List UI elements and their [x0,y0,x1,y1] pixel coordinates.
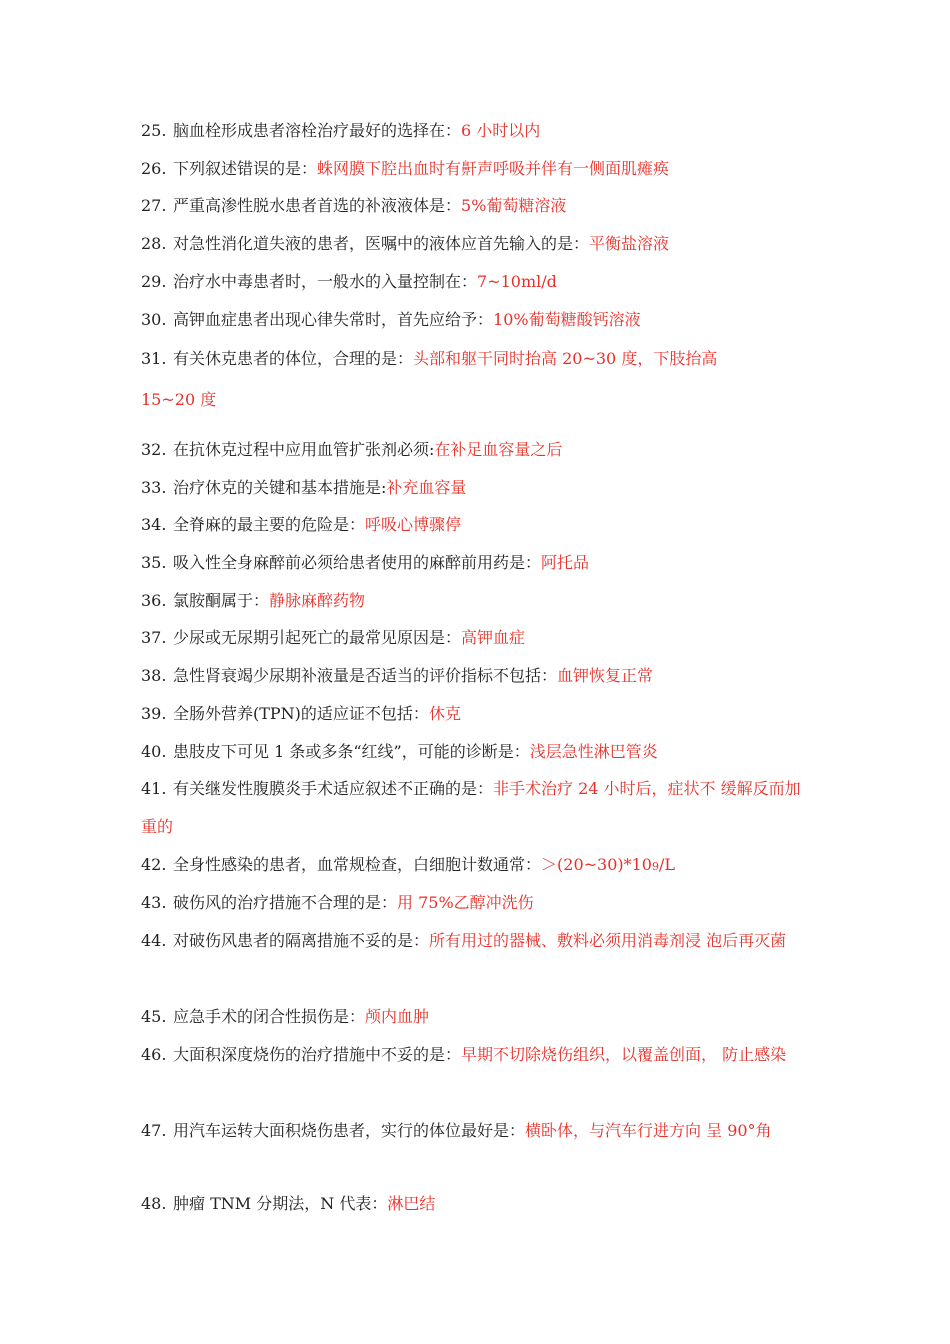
question-number: 35. [141,553,167,572]
answer-text: 呼吸心博骤停 [365,515,462,534]
answer-text: 5%葡萄糖溶液 [461,196,567,215]
question-text: 破伤风的治疗措施不合理的是： [173,893,398,912]
question-number: 41. [141,779,167,798]
question-text: 下列叙述错误的是： [173,159,318,178]
question-28 [141,225,821,263]
answer-text: 补充血容量 [386,478,467,497]
answer-text: 血钾恢复正常 [557,666,654,685]
question-text: 对破伤风患者的隔离措施不妥的是： [173,931,430,950]
question-31 [141,338,776,420]
answer-text: 淋巴结 [387,1194,436,1213]
answer-text: 用 75%乙醇冲洗伤 [397,893,534,912]
question-text: 肿瘤 TNM 分期法，N 代表： [173,1194,388,1213]
question-text: 治疗水中毒患者时，一般水的入量控制在： [173,272,478,291]
question-text: 全肠外营养(TPN)的适应证不包括： [173,704,429,723]
answer-text: 在补足血容量之后 [434,440,563,459]
question-27 [141,187,821,225]
question-number: 43. [141,893,167,912]
answer-text: 头部和躯干同时抬高 20~30 度，下肢抬高 15~20 度 [141,349,718,409]
question-number: 29. [141,272,167,291]
question-30 [141,301,821,339]
question-number: 31. [141,349,167,368]
answer-text: 颅内血肿 [365,1007,430,1026]
question-number: 26. [141,159,167,178]
question-34 [141,506,821,544]
question-36 [141,582,821,620]
question-text: 严重高渗性脱水患者首选的补液液体是： [173,196,462,215]
question-text: 全脊麻的最主要的危险是： [173,515,366,534]
question-38 [141,657,821,695]
question-number: 39. [141,704,167,723]
question-text: 急性肾衰竭少尿期补液量是否适当的评价指标不包括： [173,666,558,685]
answer-text: 早期不切除烧伤组织，以覆盖创面， 防止感染 [461,1045,787,1064]
question-text: 高钾血症患者出现心律失常时，首先应给予： [173,310,494,329]
question-number: 34. [141,515,167,534]
answer-text: 6 小时以内 [461,121,541,140]
question-37 [141,619,821,657]
answer-text: 高钾血症 [461,628,526,647]
question-text: 用汽车运转大面积烧伤患者，实行的体位最好是： [173,1121,526,1140]
question-41 [141,770,811,845]
question-text: 对急性消化道失液的患者，医嘱中的液体应首先输入的是： [173,234,590,253]
question-text: 治疗休克的关键和基本措施是: [173,478,387,497]
question-text: 在抗休克过程中应用血管扩张剂必须: [173,440,435,459]
question-text: 氯胺酮属于： [173,591,270,610]
question-number: 40. [141,742,167,761]
answer-text: 横卧体，与汽车行进方向 呈 90°角 [525,1121,772,1140]
question-number: 36. [141,591,167,610]
question-32 [141,431,821,469]
answer-text: 7~10ml/d [477,272,557,291]
question-29 [141,263,821,301]
answer-unit: /L [659,855,676,874]
answer-text: 休克 [428,704,461,723]
question-number: 46. [141,1045,167,1064]
answer-exponent: 9 [652,860,659,873]
answer-text: 10%葡萄糖酸钙溶液 [493,310,641,329]
question-text: 吸入性全身麻醉前必须给患者使用的麻醉前用药是： [173,553,542,572]
question-number: 48. [141,1194,167,1213]
question-40 [141,733,821,771]
question-text: 大面积深度烧伤的治疗措施中不妥的是： [173,1045,462,1064]
answer-text: 静脉麻醉药物 [269,591,366,610]
question-number: 27. [141,196,167,215]
question-number: 38. [141,666,167,685]
question-number: 45. [141,1007,167,1026]
question-number: 42. [141,855,167,874]
question-number: 47. [141,1121,167,1140]
answer-text: 浅层急性淋巴管炎 [529,742,658,761]
question-44 [141,922,819,960]
question-43 [141,884,821,922]
question-number: 28. [141,234,167,253]
question-number: 32. [141,440,167,459]
question-39 [141,695,821,733]
question-46 [141,1036,819,1074]
question-47 [141,1112,806,1150]
question-number: 25. [141,121,167,140]
question-text: 有关继发性腹膜炎手术适应叙述不正确的是： [173,779,494,798]
question-42 [141,846,821,886]
question-number: 33. [141,478,167,497]
answer-text: 阿托品 [541,553,590,572]
question-text: 患肢皮下可见 1 条或多条“红线”，可能的诊断是： [173,742,530,761]
question-text: 全身性感染的患者，血常规检查，白细胞计数通常： [173,855,542,874]
question-text: 脑血栓形成患者溶栓治疗最好的选择在： [173,121,462,140]
question-35 [141,544,821,582]
answer-text: 所有用过的器械、敷料必须用消毒剂浸 泡后再灭菌 [429,931,787,950]
question-number: 44. [141,931,167,950]
answer-text: ＞(20~30)*10 [541,855,652,874]
answer-text: 蛛网膜下腔出血时有鼾声呼吸并伴有一侧面肌瘫痪 [317,159,670,178]
answer-text: 平衡盐溶液 [589,234,670,253]
question-26 [141,150,821,188]
question-25 [141,112,821,150]
question-number: 30. [141,310,167,329]
question-text: 有关休克患者的体位，合理的是： [173,349,414,368]
question-45 [141,998,821,1036]
question-text: 少尿或无尿期引起死亡的最常见原因是： [173,628,462,647]
question-48 [141,1185,821,1223]
question-33 [141,469,821,507]
question-number: 37. [141,628,167,647]
question-text: 应急手术的闭合性损伤是： [173,1007,366,1026]
answer-text: 非手术治疗 24 小时后，症状不 缓解反而加重的 [141,779,801,836]
